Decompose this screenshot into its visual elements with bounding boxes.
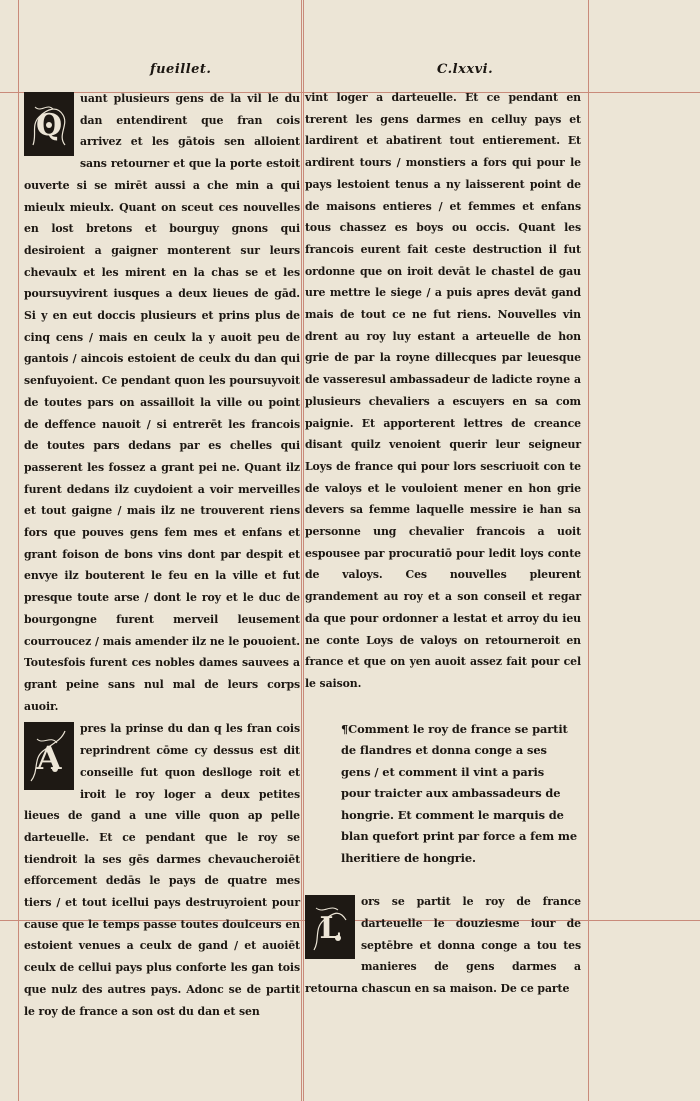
decorated-initial [24, 722, 74, 790]
ruling-line-vertical [588, 0, 589, 1101]
text-column-right [305, 87, 581, 1000]
paragraph [24, 718, 300, 1022]
running-header-left: fueillet. [150, 62, 212, 77]
paragraph-text: ors se partit le roy de france darteuelle le douziesme iour de septēbre et donna conge a tou tes manieres de gens darmes a retourna chascun en sa maison. De ce parte [305, 895, 581, 995]
paragraph-text: pres la prinse du dan q les fran cois reprindrent cōme cy dessus est dit conseille fut quon deslloge roit et iroit le roy loger a deux petites lieues de gand a une ville quon ap pelle darteuelle. Et ce pendant que le roy se tiendroit la ses gēs darmes chevaucheroiēt efforcement dedās le pays de quatre mes tiers / et tout icellui pays destruyroient pour cause que le temps passe toutes doulceurs en estoient venues a ceulx de gand / et auoiēt ceulx de cellui pays plus conforte les gan tois que nulz des autres pays. Adonc se de partit le roy de france a son ost du dan et sen [24, 722, 300, 1018]
paragraph [305, 891, 581, 1000]
paragraph [24, 88, 300, 717]
text-column-left [24, 88, 300, 1022]
svg-text:Q: Q [35, 108, 63, 143]
decorated-initial [305, 895, 355, 959]
decorated-initial [24, 92, 74, 156]
svg-text:A: A [36, 739, 62, 778]
ruling-line-vertical [18, 0, 19, 1101]
floral-ornament-icon [27, 95, 71, 153]
floral-ornament-icon [27, 725, 71, 787]
folio-number: C.lxxvi. [437, 62, 494, 77]
paragraph: vint loger a darteuelle. Et ce pendant en trerent les gens darmes en celluy pays et lardirent et abatirent tout entierement. Et ardirent tours / monstiers a fors qui pour le pays lestoient tenus a ny laisserent point de de maisons entieres / et femmes et enfans tous chassez es boys ou occis. Quant les francois eurent fait ceste destruction il fut ordonne que on iroit devāt le chastel de gau ure mettre le siege / a puis apres devāt gand mais de tout ce ne fut riens. Nouvelles vin drent au roy luy estant a arteuelle de hon grie de par la royne dillecques par leuesque de vasseresul ambassadeur de ladicte royne a plusieurs chevaliers a escuyers en sa com paignie. Et apporterent lettres de creance disant quilz venoient querir leur seigneur Loys de france qui pour lors sescriuoit con te de valoys et le vouloient mener en hon grie devers sa femme laquelle messire ie han sa personne ung chevalier francois a uoit espousee par procuratiō pour ledit loys conte de valoys. Ces nouvelles pleurent grandement au roy et a son conseil et regar da que pour ordonner a lestat et arroy du ieu ne conte Loys de valoys on retourneroit en france et que on yen auoit assez fait pour cel le saison. [305, 91, 581, 690]
svg-text:L: L [319, 911, 341, 947]
chapter-heading: ¶Comment le roy de france se partit de flandres et donna conge a ses gens / et comment il vint a paris pour traicter aux ambassadeurs de hongrie. Et comment le marquis de blan quefort print par force a fem me lheritiere de hongrie. [341, 721, 578, 865]
pilcrow-icon: ¶ [341, 721, 349, 736]
floral-ornament-icon [308, 898, 352, 956]
ruling-line-vertical [303, 0, 304, 1101]
ruling-line-vertical [301, 0, 302, 1101]
paragraph-text: uant plusieurs gens de la vil le du dan entendirent que fran cois arrivez et les gātois sen alloient sans retourner et que la porte estoit ouverte si se mirēt aussi a che min a qui mieulx mieulx. Quant on sceut ces nouvelles en lost bretons et bourguy gnons qui desiroient a gaigner monterent sur leurs chevaulx et les mirent en la chas se et les poursuyvirent iusques a deux lieues de gād. Si y en eut doccis plusieurs et prins plus de cinq cens / mais en ceulx la y auoit peu de gantois / aincois estoient de ceulx du dan qui senfuyoient. Ce pendant quon les poursuyvoit de toutes pars on assailloit la ville ou point de deffence nauoit / si entrerēt les francois de toutes pars dedans par es chelles qui passerent les fossez a grant pei ne. Quant ilz furent dedans ilz cuydoient a voir merveilles et tout gaigne / mais ilz ne trouverent riens fors que pouves gens fem mes et enfans et grant foison de bons vins dont par despit et envye ilz bouterent le feu en la ville et fut presque toute arse / dont le roy et le duc de bourgongne furent merveil leusement courroucez / mais amender ilz ne le pouoient. Toutesfois furent ces nobles dames sauvees a grant peine sans nul mal de leurs corps auoir. [24, 92, 300, 713]
